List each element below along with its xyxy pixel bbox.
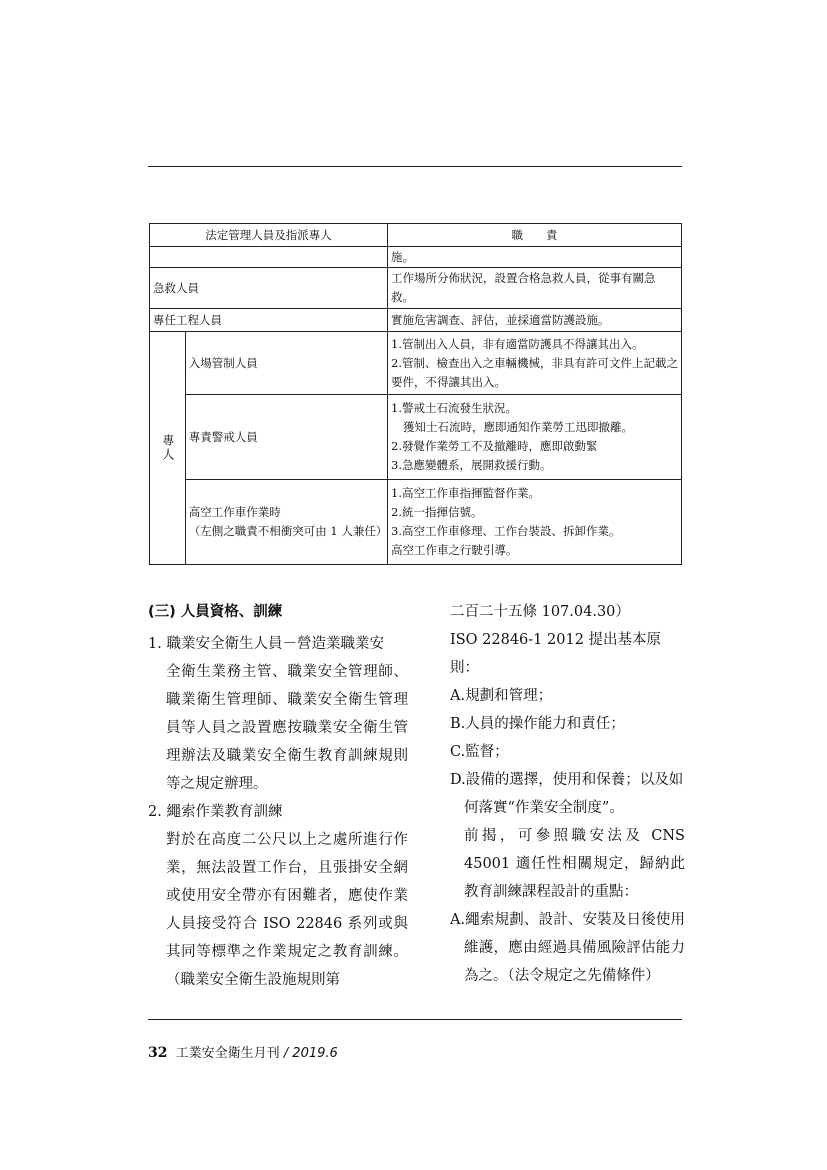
table-cell-duty: 工作場所分佈狀況，設置合格急救人員，從事有關急救。 xyxy=(388,268,682,309)
item-heading: 2. 繩索作業教育訓練 xyxy=(148,804,283,820)
aerial-label-line: （左側之職責不相衝突可由 1 人兼任） xyxy=(188,524,388,538)
principle-item: A.規劃和管理； xyxy=(450,688,553,704)
duty-table xyxy=(149,223,682,565)
issue-date: / 2019.6 xyxy=(283,1046,338,1061)
table-row xyxy=(150,332,682,395)
item-body: 全衛生業務主管、職業安全管理師、職業衛生管理師、職業安全衛生管理員等人員之設置應按職業安全衛生管理辦法及職業安全衛生教育訓練規則等之規定辦理。 xyxy=(166,664,408,792)
left-column xyxy=(148,598,408,994)
paragraph-line: ISO 22846-1 2012 提出基本原則： xyxy=(450,632,662,676)
duty-line: 獲知土石流時，應即通知作業勞工迅即撤離。 xyxy=(403,420,633,434)
table-header-personnel: 法定管理人員及指派專人 xyxy=(150,224,388,247)
duty-line: 2.統一指揮信號。 xyxy=(391,505,483,519)
duty-line: 3.高空工作車修理、工作台裝設、拆卸作業。 xyxy=(391,524,621,538)
table-header-row xyxy=(150,224,682,247)
duty-line: 3.急應變體系，展開救援行動。 xyxy=(391,458,552,472)
page-number: 32 xyxy=(148,1045,168,1061)
principle-item: A.繩索規劃、設計、安裝及日後使用維護，應由經過具備風險評估能力為之。（法令規定之先備條件） xyxy=(450,912,685,984)
list-item xyxy=(148,630,408,798)
table-row xyxy=(150,309,682,332)
table-cell-duty xyxy=(388,395,682,480)
table-cell-label xyxy=(185,480,387,565)
table-row xyxy=(150,268,682,309)
magazine-title: 工業安全衛生月刊 xyxy=(175,1046,280,1061)
duty-line: 高空工作車之行駛引導。 xyxy=(391,543,518,557)
paragraph: 前揭，可參照職安法及 CNS 45001 適任性相關規定，歸納此教育訓練課程設計的重點： xyxy=(464,828,685,900)
principle-item: C.監督； xyxy=(450,744,509,760)
duty-line: 1.管制出入人員，非有適當防護具不得讓其出入。 xyxy=(391,336,644,351)
section-title: (三) 人員資格、訓練 xyxy=(148,604,283,620)
table-cell-label: 入場管制人員 xyxy=(185,332,387,395)
aerial-label-line: 高空工作車作業時 xyxy=(188,505,281,519)
table-header-duty: 職 責 xyxy=(388,224,682,247)
bottom-rule xyxy=(148,1019,682,1020)
right-column xyxy=(450,598,685,990)
principle-item: B.人員的操作能力和責任； xyxy=(450,716,625,732)
table-row xyxy=(150,480,682,565)
table-row xyxy=(150,395,682,480)
table-cell-label: 專任工程人員 xyxy=(150,309,388,332)
item-heading: 1. 職業安全衛生人員－營造業職業安 xyxy=(148,636,384,652)
top-rule xyxy=(148,166,682,167)
table-cell-label: 急救人員 xyxy=(150,268,388,309)
principle-item: D.設備的選擇，使用和保養；以及如何落實“作業安全制度”。 xyxy=(450,772,684,816)
duty-line: 2.發覺作業勞工不及撤離時，應即啟動緊 xyxy=(391,439,598,453)
duty-line: 1.警戒土石流發生狀況。 xyxy=(391,401,517,415)
table-cell-label: 專責警戒人員 xyxy=(185,395,387,480)
page-footer xyxy=(148,1042,338,1061)
table-cell-duty: 施。 xyxy=(388,247,682,268)
table-cell-duty xyxy=(388,480,682,565)
list-item xyxy=(148,798,408,994)
duty-line: 1.高空工作車指揮監督作業。 xyxy=(391,486,540,500)
duty-line: 2.管制、檢查出入之車輛機械，非具有許可文件上記載之要件，不得讓其出入。 xyxy=(391,355,678,389)
table-cell-duty xyxy=(388,332,682,395)
table-cell-empty xyxy=(150,247,388,268)
item-body: 對於在高度二公尺以上之處所進行作業，無法設置工作台，且張掛安全網或使用安全帶亦有困難者，應使作業人員接受符合 ISO 22846 系列或與其同等標準之作業規定之教育訓練。（職業安全衛生設施規則第 xyxy=(166,832,408,988)
paragraph-line: 二百二十五條 107.04.30） xyxy=(450,604,630,620)
table-row xyxy=(150,247,682,268)
table-cell-duty: 實施危害調查、評估，並採適當防護設施。 xyxy=(388,309,682,332)
table-group-label: 專人 xyxy=(150,332,186,565)
